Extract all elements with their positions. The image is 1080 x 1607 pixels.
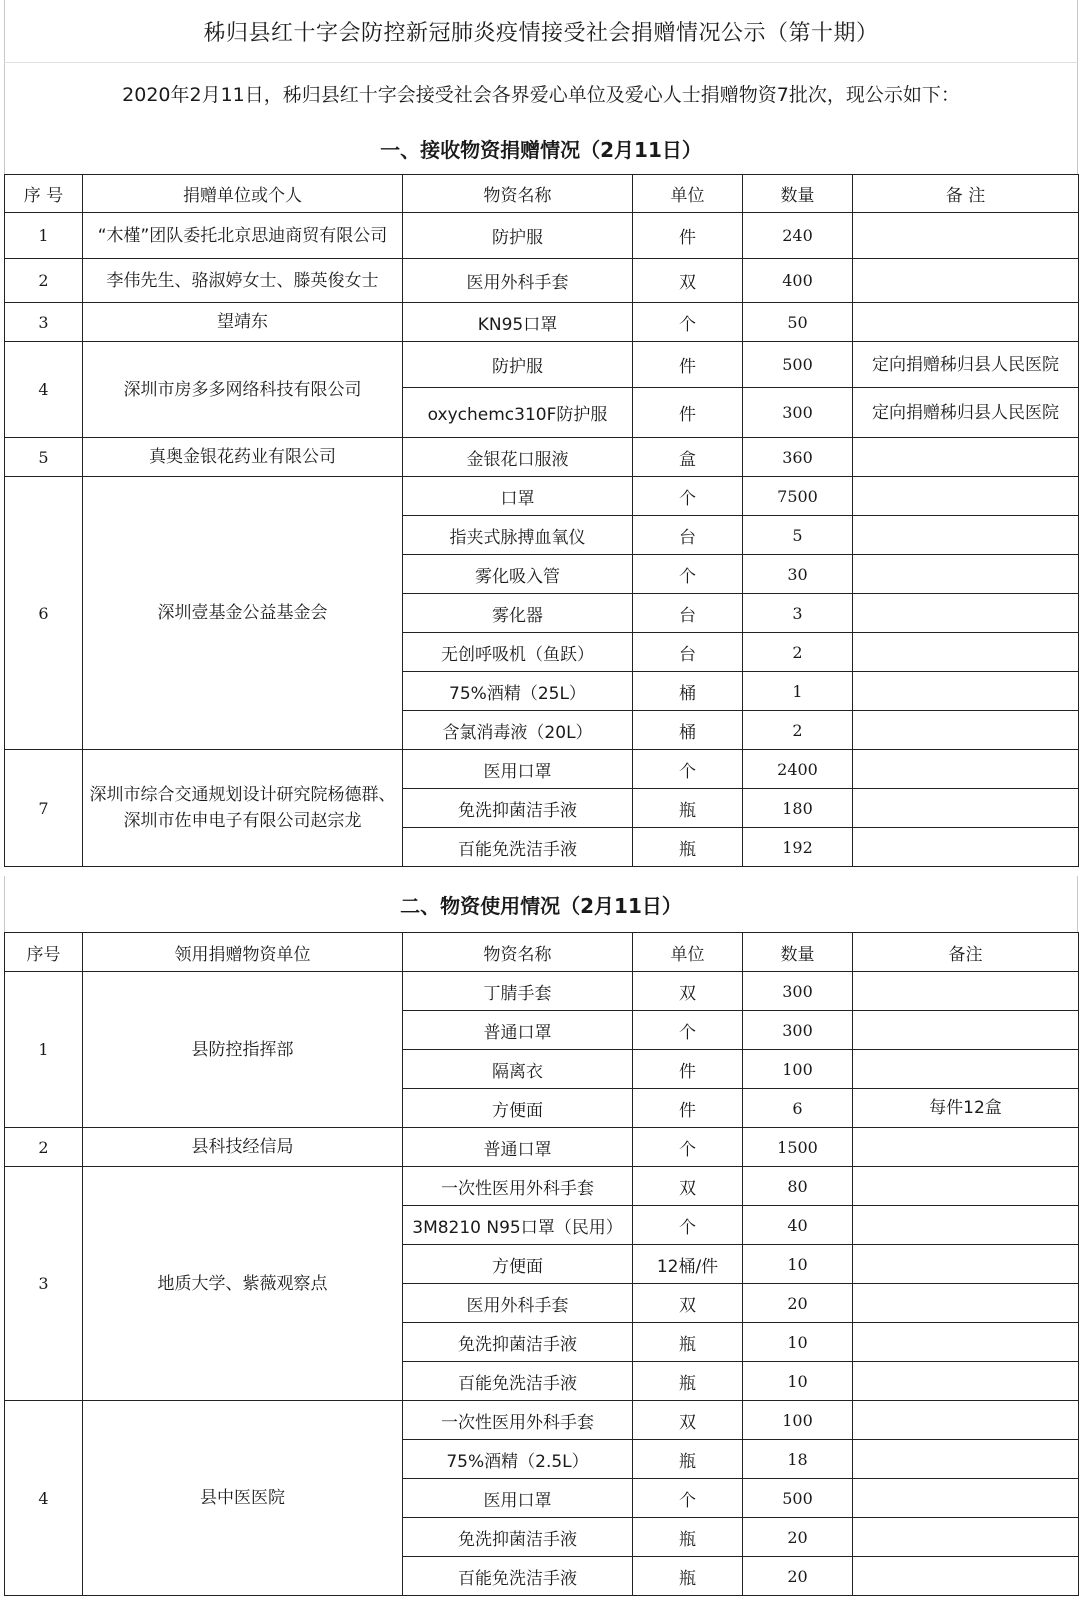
item-name: oxychemc310F防护服 <box>403 388 633 438</box>
item-note <box>853 438 1079 477</box>
item-quantity: 300 <box>743 1011 853 1050</box>
donor-name: “木槿”团队委托北京思迪商贸有限公司 <box>83 213 403 259</box>
item-unit: 件 <box>633 1050 743 1089</box>
column-header-no: 序 号 <box>5 175 83 213</box>
table-row <box>5 438 1079 477</box>
item-name: 含氯消毒液（20L） <box>403 711 633 750</box>
row-number: 6 <box>5 477 83 750</box>
item-unit: 12桶/件 <box>633 1245 743 1284</box>
column-header-qty: 数量 <box>743 175 853 213</box>
item-note <box>853 789 1079 828</box>
item-unit: 个 <box>633 303 743 342</box>
item-name: 医用口罩 <box>403 1479 633 1518</box>
item-name: 指夹式脉搏血氧仪 <box>403 516 633 555</box>
item-name: 金银花口服液 <box>403 438 633 477</box>
donations-received-table <box>4 174 1079 867</box>
column-header-item: 物资名称 <box>403 175 633 213</box>
item-quantity: 500 <box>743 342 853 388</box>
table-row <box>5 477 1079 516</box>
intro-text: 2020年2月11日，秭归县红十字会接受社会各界爱心单位及爱心人士捐赠物资7批次，现公示如下： <box>4 62 1078 123</box>
column-header-qty: 数量 <box>743 933 853 972</box>
item-unit: 桶 <box>633 711 743 750</box>
item-name: 医用口罩 <box>403 750 633 789</box>
item-unit: 瓶 <box>633 1440 743 1479</box>
item-note <box>853 1440 1079 1479</box>
item-note <box>853 259 1079 303</box>
row-number: 3 <box>5 303 83 342</box>
item-quantity: 6 <box>743 1089 853 1128</box>
column-header-item: 物资名称 <box>403 933 633 972</box>
item-note <box>853 1479 1079 1518</box>
item-unit: 瓶 <box>633 1518 743 1557</box>
item-unit: 瓶 <box>633 828 743 867</box>
table-row <box>5 1128 1079 1167</box>
item-note <box>853 594 1079 633</box>
table-row <box>5 1167 1079 1206</box>
item-unit: 双 <box>633 972 743 1011</box>
item-note <box>853 1362 1079 1401</box>
item-quantity: 30 <box>743 555 853 594</box>
item-note: 每件12盒 <box>853 1089 1079 1128</box>
table-row <box>5 213 1079 259</box>
item-unit: 个 <box>633 750 743 789</box>
item-name: 免洗抑菌洁手液 <box>403 1518 633 1557</box>
item-name: 丁腈手套 <box>403 972 633 1011</box>
item-note <box>853 1011 1079 1050</box>
item-quantity: 192 <box>743 828 853 867</box>
item-name: 免洗抑菌洁手液 <box>403 1323 633 1362</box>
item-unit: 个 <box>633 1479 743 1518</box>
table-row <box>5 1401 1079 1440</box>
item-note <box>853 828 1079 867</box>
donor-name: 深圳壹基金公益基金会 <box>83 477 403 750</box>
item-note <box>853 1167 1079 1206</box>
item-quantity: 80 <box>743 1167 853 1206</box>
column-header-no: 序号 <box>5 933 83 972</box>
item-quantity: 500 <box>743 1479 853 1518</box>
item-note <box>853 711 1079 750</box>
item-name: 医用外科手套 <box>403 1284 633 1323</box>
donor-name: 深圳市综合交通规划设计研究院杨德群、深圳市佐申电子有限公司赵宗龙 <box>83 750 403 867</box>
item-name: 普通口罩 <box>403 1128 633 1167</box>
item-quantity: 240 <box>743 213 853 259</box>
donor-name: 县中医医院 <box>83 1401 403 1596</box>
item-quantity: 100 <box>743 1050 853 1089</box>
item-unit: 双 <box>633 1284 743 1323</box>
item-note <box>853 1206 1079 1245</box>
item-quantity: 50 <box>743 303 853 342</box>
item-quantity: 10 <box>743 1362 853 1401</box>
item-name: 雾化器 <box>403 594 633 633</box>
section2-heading: 二、物资使用情况（2月11日） <box>4 876 1078 932</box>
item-note <box>853 1245 1079 1284</box>
row-number: 1 <box>5 213 83 259</box>
item-name: 隔离衣 <box>403 1050 633 1089</box>
item-quantity: 100 <box>743 1401 853 1440</box>
row-number: 5 <box>5 438 83 477</box>
row-number: 4 <box>5 1401 83 1596</box>
item-unit: 瓶 <box>633 1323 743 1362</box>
item-unit: 台 <box>633 594 743 633</box>
table-row <box>5 259 1079 303</box>
item-note <box>853 1284 1079 1323</box>
item-unit: 瓶 <box>633 1557 743 1596</box>
item-quantity: 1500 <box>743 1128 853 1167</box>
item-name: 普通口罩 <box>403 1011 633 1050</box>
supplies-usage-table <box>4 932 1079 1596</box>
item-unit: 桶 <box>633 672 743 711</box>
item-unit: 个 <box>633 555 743 594</box>
item-name: 免洗抑菌洁手液 <box>403 789 633 828</box>
column-header-unit: 单位 <box>633 933 743 972</box>
row-number: 2 <box>5 259 83 303</box>
row-number: 4 <box>5 342 83 438</box>
item-quantity: 5 <box>743 516 853 555</box>
table-row <box>5 750 1079 789</box>
item-quantity: 20 <box>743 1557 853 1596</box>
item-unit: 双 <box>633 259 743 303</box>
column-header-donor: 捐赠单位或个人 <box>83 175 403 213</box>
row-number: 7 <box>5 750 83 867</box>
donor-name: 县科技经信局 <box>83 1128 403 1167</box>
item-note <box>853 555 1079 594</box>
column-header-note: 备 注 <box>853 175 1079 213</box>
donor-name: 真奥金银花药业有限公司 <box>83 438 403 477</box>
item-note <box>853 1557 1079 1596</box>
item-name: 一次性医用外科手套 <box>403 1401 633 1440</box>
row-number: 1 <box>5 972 83 1128</box>
row-number: 3 <box>5 1167 83 1401</box>
item-quantity: 300 <box>743 972 853 1011</box>
item-unit: 个 <box>633 1128 743 1167</box>
item-name: KN95口罩 <box>403 303 633 342</box>
item-unit: 个 <box>633 1011 743 1050</box>
item-quantity: 40 <box>743 1206 853 1245</box>
item-note <box>853 1128 1079 1167</box>
item-name: 百能免洗洁手液 <box>403 828 633 867</box>
row-number: 2 <box>5 1128 83 1167</box>
item-note <box>853 672 1079 711</box>
item-note <box>853 1518 1079 1557</box>
item-quantity: 10 <box>743 1245 853 1284</box>
item-unit: 件 <box>633 342 743 388</box>
item-unit: 台 <box>633 633 743 672</box>
table-row <box>5 972 1079 1011</box>
item-note: 定向捐赠秭归县人民医院 <box>853 342 1079 388</box>
item-unit: 瓶 <box>633 1362 743 1401</box>
item-name: 方便面 <box>403 1089 633 1128</box>
donor-name: 深圳市房多多网络科技有限公司 <box>83 342 403 438</box>
item-unit: 个 <box>633 1206 743 1245</box>
item-quantity: 20 <box>743 1518 853 1557</box>
item-quantity: 10 <box>743 1323 853 1362</box>
item-quantity: 7500 <box>743 477 853 516</box>
item-name: 方便面 <box>403 1245 633 1284</box>
item-note <box>853 750 1079 789</box>
item-quantity: 2400 <box>743 750 853 789</box>
item-quantity: 20 <box>743 1284 853 1323</box>
item-unit: 台 <box>633 516 743 555</box>
item-name: 医用外科手套 <box>403 259 633 303</box>
item-note <box>853 213 1079 259</box>
item-name: 百能免洗洁手液 <box>403 1362 633 1401</box>
item-note <box>853 477 1079 516</box>
item-name: 百能免洗洁手液 <box>403 1557 633 1596</box>
item-name: 防护服 <box>403 213 633 259</box>
item-note <box>853 1050 1079 1089</box>
item-name: 无创呼吸机（鱼跃） <box>403 633 633 672</box>
item-name: 一次性医用外科手套 <box>403 1167 633 1206</box>
table-row <box>5 342 1079 388</box>
item-quantity: 400 <box>743 259 853 303</box>
document-title: 秭归县红十字会防控新冠肺炎疫情接受社会捐赠情况公示（第十期） <box>4 0 1078 62</box>
donor-name: 李伟先生、骆淑婷女士、滕英俊女士 <box>83 259 403 303</box>
item-note <box>853 303 1079 342</box>
item-quantity: 18 <box>743 1440 853 1479</box>
item-quantity: 300 <box>743 388 853 438</box>
item-unit: 个 <box>633 477 743 516</box>
item-name: 75%酒精（25L） <box>403 672 633 711</box>
column-header-donor: 领用捐赠物资单位 <box>83 933 403 972</box>
table-row <box>5 303 1079 342</box>
column-header-unit: 单位 <box>633 175 743 213</box>
item-name: 口罩 <box>403 477 633 516</box>
item-note <box>853 1401 1079 1440</box>
item-name: 雾化吸入管 <box>403 555 633 594</box>
table-header-row <box>5 933 1079 972</box>
item-quantity: 2 <box>743 633 853 672</box>
section1-heading: 一、接收物资捐赠情况（2月11日） <box>4 122 1078 174</box>
item-note <box>853 1323 1079 1362</box>
item-unit: 盒 <box>633 438 743 477</box>
item-unit: 双 <box>633 1401 743 1440</box>
item-quantity: 1 <box>743 672 853 711</box>
item-name: 3M8210 N95口罩（民用） <box>403 1206 633 1245</box>
item-note: 定向捐赠秭归县人民医院 <box>853 388 1079 438</box>
donor-name: 望靖东 <box>83 303 403 342</box>
item-unit: 件 <box>633 213 743 259</box>
column-header-note: 备注 <box>853 933 1079 972</box>
item-note <box>853 972 1079 1011</box>
item-unit: 件 <box>633 388 743 438</box>
item-unit: 瓶 <box>633 789 743 828</box>
donor-name: 县防控指挥部 <box>83 972 403 1128</box>
item-name: 防护服 <box>403 342 633 388</box>
item-note <box>853 516 1079 555</box>
item-quantity: 180 <box>743 789 853 828</box>
item-unit: 件 <box>633 1089 743 1128</box>
item-quantity: 3 <box>743 594 853 633</box>
item-quantity: 360 <box>743 438 853 477</box>
item-quantity: 2 <box>743 711 853 750</box>
table-header-row <box>5 175 1079 213</box>
item-note <box>853 633 1079 672</box>
item-unit: 双 <box>633 1167 743 1206</box>
item-name: 75%酒精（2.5L） <box>403 1440 633 1479</box>
donor-name: 地质大学、紫薇观察点 <box>83 1167 403 1401</box>
